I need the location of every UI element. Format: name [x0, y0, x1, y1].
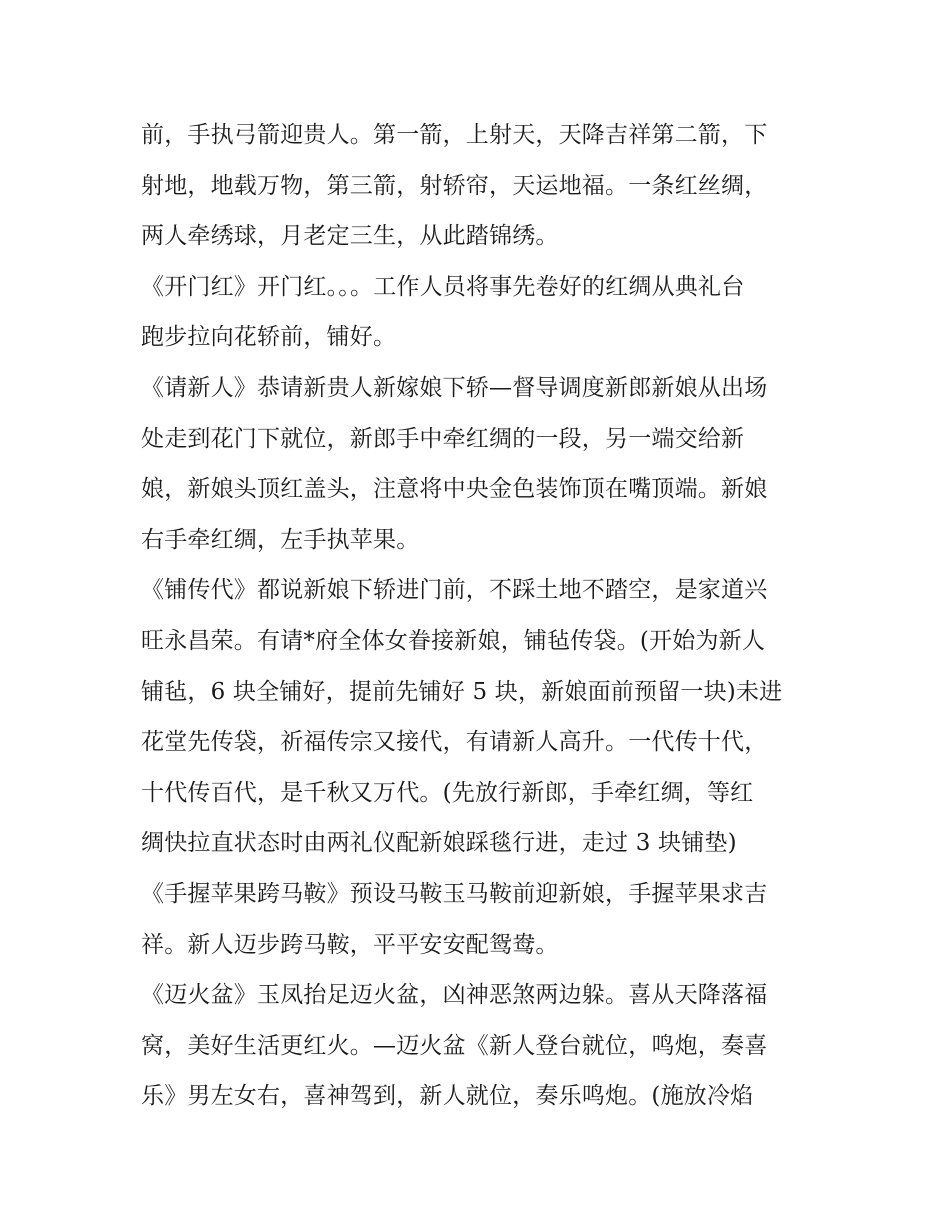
text-line: 射地，地载万物，第三箭，射轿帘，天运地福。一条红丝绸，: [141, 172, 768, 199]
text-line: 跑步拉向花轿前，铺好。: [141, 324, 397, 351]
text-line: 《迈火盆》玉凤抬足迈火盆，凶神恶煞两边躲。喜从天降落福: [141, 982, 768, 1009]
text-line: 《铺传代》都说新娘下轿进门前，不踩土地不踏空，是家道兴: [141, 577, 768, 604]
text-line: 前，手执弓箭迎贵人。第一箭，上射天，天降吉祥第二箭，下: [141, 122, 768, 148]
text-line: 《开门红》开门红。。。工作人员将事先卷好的红绸从典礼台: [141, 273, 745, 300]
text-line: 窝，美好生活更红火。—迈火盆《新人登台就位，鸣炮，奏喜: [141, 1032, 768, 1059]
text-line: 《手握苹果跨马鞍》预设马鞍玉马鞍前迎新娘，手握苹果求吉: [141, 880, 768, 907]
text-line: 右手牵红绸，左手执苹果。: [141, 526, 420, 553]
text-line: 娘，新娘头顶红盖头，注意将中央金色装饰顶在嘴顶端。新娘: [141, 476, 768, 503]
text-line: 祥。新人迈步跨马鞍，平平安安配鸳鸯。: [141, 931, 559, 958]
text-line: 旺永昌荣。有请*府全体女眷接新娘，铺毡传袋。(开始为新人: [141, 627, 766, 654]
text-line: 处走到花门下就位，新郎手中牵红绸的一段，另一端交给新: [141, 425, 745, 452]
text-line: 乐》男左女右，喜神驾到，新人就位，奏乐鸣炮。(施放冷焰: [141, 1083, 754, 1110]
document-body: [141, 110, 813, 1122]
text-line: 《请新人》恭请新贵人新嫁娘下轿—督导调度新郎新娘从出场: [141, 374, 768, 401]
text-line: 两人牵绣球，月老定三生，从此踏锦绣。: [141, 223, 559, 250]
text-line: 花堂先传袋，祈福传宗又接代，有请新人高升。一代传十代，: [141, 729, 768, 756]
text-line: 绸快拉直状态时由两礼仪配新娘踩毯行进，走过 3 块铺垫): [141, 830, 737, 857]
text-line: 十代传百代，是千秋又万代。(先放行新郎，手牵红绸，等红: [141, 779, 754, 806]
text-line: 铺毡，6 块全铺好，提前先铺好 5 块，新娘面前预留一块)未进: [141, 678, 783, 705]
